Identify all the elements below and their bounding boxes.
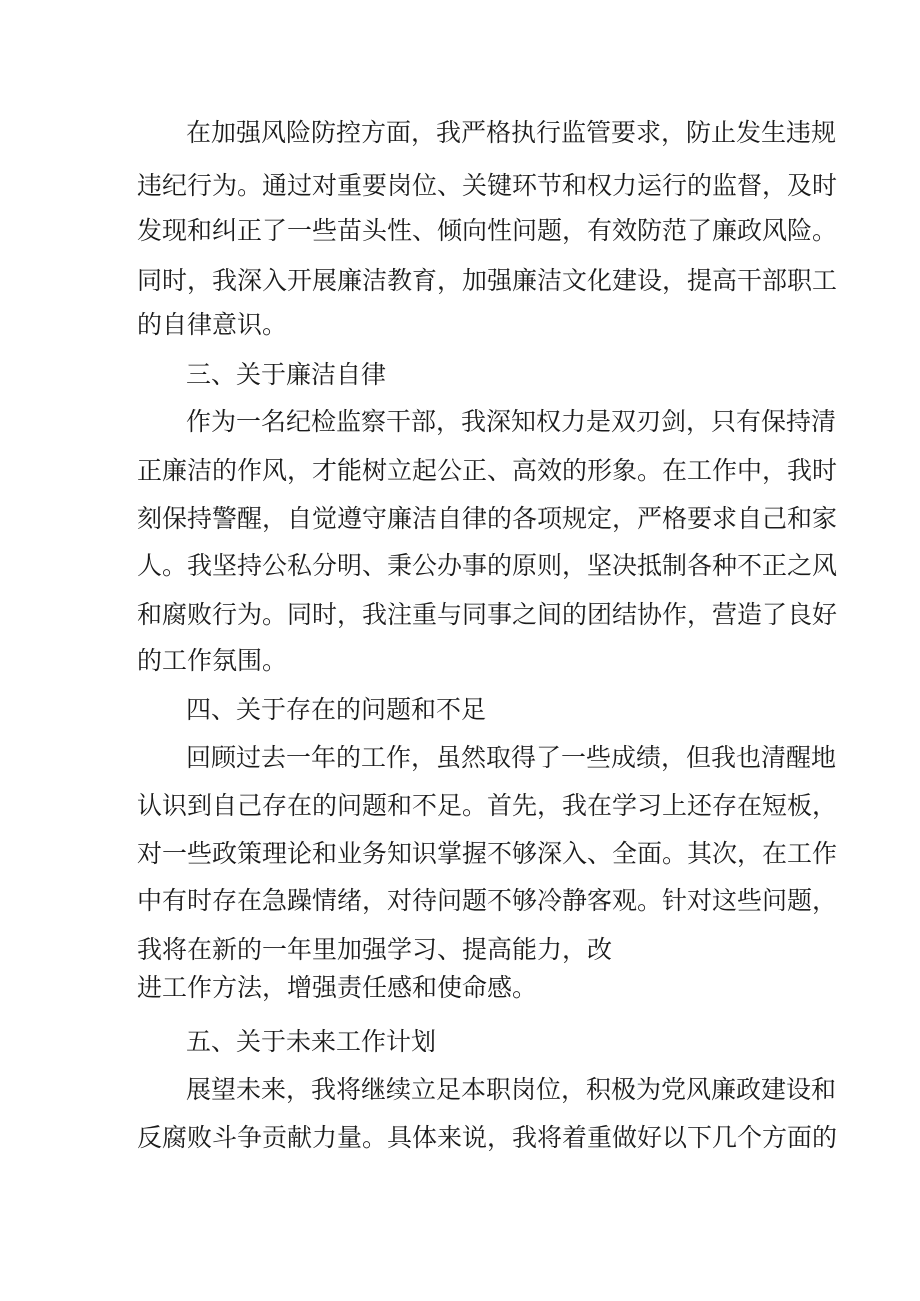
paragraph-line: 我将在新的一年里加强学习、提高能力，改: [137, 935, 613, 964]
paragraph-line: 的工作氛围。: [137, 646, 288, 675]
paragraph-line: 刻保持警醒，自觉遵守廉洁自律的各项规定，严格要求自己和家: [137, 504, 838, 533]
paragraph-line: 回顾过去一年的工作，虽然取得了一些成绩，但我也清醒地: [186, 743, 837, 772]
paragraph-line: 和腐败行为。同时，我注重与同事之间的团结协作，营造了良好: [137, 600, 838, 629]
section-heading: 四、关于存在的问题和不足: [186, 695, 487, 724]
paragraph-line: 对一些政策理论和业务知识掌握不够深入、全面。其次，在工作: [137, 839, 838, 868]
paragraph-line: 在加强风险防控方面，我严格执行监管要求，防止发生违规: [186, 118, 837, 147]
paragraph-line: 认识到自己存在的问题和不足。首先，我在学习上还存在短板，: [137, 791, 838, 820]
paragraph-line: 的自律意识。: [137, 310, 288, 339]
section-heading: 三、关于廉洁自律: [186, 360, 387, 389]
section-heading: 五、关于未来工作计划: [186, 1027, 437, 1056]
paragraph-line: 违纪行为。通过对重要岗位、关键环节和权力运行的监督，及时: [137, 171, 838, 200]
paragraph-line: 作为一名纪检监察干部，我深知权力是双刃剑，只有保持清: [186, 407, 837, 436]
paragraph-line: 进工作方法，增强责任感和使命感。: [137, 973, 538, 1002]
paragraph-line: 中有时存在急躁情绪，对待问题不够冷静客观。针对这些问题，: [137, 886, 838, 915]
paragraph-line: 正廉洁的作风，才能树立起公正、高效的形象。在工作中，我时: [137, 456, 838, 485]
paragraph-line: 同时，我深入开展廉洁教育，加强廉洁文化建设，提高干部职工: [137, 266, 838, 295]
paragraph-line: 人。我坚持公私分明、秉公办事的原则，坚决抵制各种不正之风: [137, 551, 838, 580]
paragraph-line: 展望未来，我将继续立足本职岗位，积极为党风廉政建设和: [186, 1075, 837, 1104]
paragraph-line: 发现和纠正了一些苗头性、倾向性问题，有效防范了廉政风险。: [137, 216, 838, 245]
paragraph-line: 反腐败斗争贡献力量。具体来说，我将着重做好以下几个方面的: [137, 1123, 838, 1152]
